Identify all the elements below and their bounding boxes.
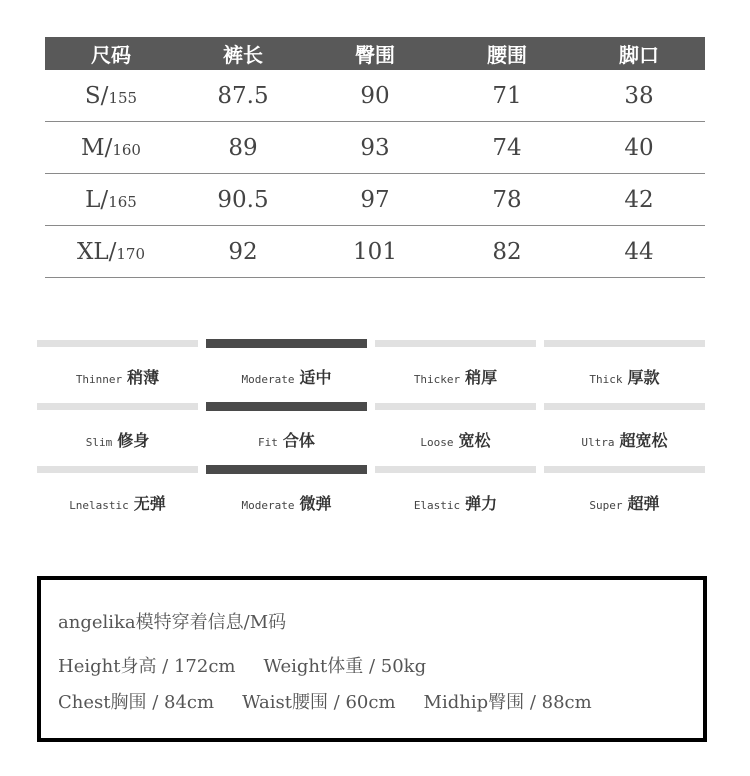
fit-option (544, 340, 705, 403)
fit-option (37, 466, 198, 529)
hem-cell: 38 (624, 82, 654, 109)
fit-label-zh: 厚款 (627, 368, 660, 387)
fit-label-zh: 适中 (299, 368, 332, 387)
header-size: 尺码 (91, 43, 131, 67)
length-cell: 87.5 (217, 82, 269, 109)
fit-option (375, 340, 536, 403)
fit-label-en: Super (589, 499, 623, 512)
hip-cell: 101 (353, 238, 397, 265)
fit-label-zh: 宽松 (458, 431, 491, 450)
model-chest: Chest胸围 / 84cm (58, 692, 215, 713)
length-cell: 89 (228, 134, 258, 161)
size-height: 165 (108, 192, 137, 211)
fit-option (206, 340, 367, 403)
size-cell (45, 83, 177, 109)
size-cell (45, 239, 177, 265)
fit-label-en: Fit (258, 436, 278, 449)
fit-bar (544, 340, 705, 347)
length-cell: 92 (228, 238, 258, 265)
fit-bar (375, 340, 536, 347)
fit-bar (544, 403, 705, 410)
model-info-title: angelika模特穿着信息/M码 (58, 612, 287, 633)
fit-bar-active (206, 465, 367, 474)
waist-cell: 71 (492, 82, 522, 109)
size-cell (45, 135, 177, 161)
model-info-box (37, 576, 707, 742)
header-waist: 腰围 (487, 43, 527, 67)
hip-cell: 97 (360, 186, 390, 213)
fit-label-en: Ultra (581, 436, 615, 449)
table-row (45, 70, 705, 122)
model-height: Height身高 / 172cm (58, 656, 236, 677)
hip-cell: 93 (360, 134, 390, 161)
model-weight: Weight体重 / 50kg (263, 656, 427, 677)
waist-cell: 78 (492, 186, 522, 213)
fit-label-zh: 修身 (117, 431, 150, 450)
fit-indicator-grid (37, 340, 705, 529)
fit-label-en: Moderate (241, 373, 295, 386)
length-cell: 90.5 (217, 186, 269, 213)
size-height: 155 (108, 88, 138, 107)
fit-label-en: Lnelastic (69, 499, 129, 512)
fit-option (206, 466, 367, 529)
fit-label-zh: 无弹 (133, 494, 166, 513)
table-row (45, 122, 705, 174)
fit-row-elasticity (37, 466, 705, 529)
fit-option (375, 466, 536, 529)
fit-bar-active (206, 339, 367, 348)
hem-cell: 44 (624, 238, 654, 265)
fit-label-zh: 稍薄 (127, 368, 160, 387)
fit-bar (37, 340, 198, 347)
model-info-line-measurements (58, 688, 592, 714)
size-label: S/ (84, 82, 109, 109)
hip-cell: 90 (360, 82, 390, 109)
fit-bar (37, 403, 198, 410)
table-row (45, 174, 705, 226)
fit-row-silhouette (37, 403, 705, 466)
fit-option (544, 466, 705, 529)
size-height: 160 (112, 140, 141, 159)
size-cell (45, 187, 177, 213)
fit-bar (375, 466, 536, 473)
fit-label-en: Thinner (75, 373, 123, 386)
waist-cell: 82 (492, 238, 522, 265)
fit-option (37, 403, 198, 466)
fit-option (206, 403, 367, 466)
size-label: L/ (85, 186, 109, 213)
header-length: 裤长 (223, 43, 263, 67)
waist-cell: 74 (492, 134, 522, 161)
fit-label-zh: 超弹 (627, 494, 660, 513)
header-hem: 脚口 (619, 43, 659, 67)
table-row (45, 226, 705, 278)
header-hip: 臀围 (355, 43, 395, 67)
size-label: M/ (81, 134, 113, 161)
fit-bar (375, 403, 536, 410)
fit-row-thickness (37, 340, 705, 403)
model-info-line-height-weight (58, 652, 426, 678)
fit-label-zh: 超宽松 (619, 431, 668, 450)
fit-label-en: Moderate (241, 499, 295, 512)
fit-label-zh: 合体 (282, 431, 315, 450)
fit-label-en: Elastic (413, 499, 461, 512)
fit-option (37, 340, 198, 403)
hem-cell: 42 (624, 186, 654, 213)
fit-label-en: Loose (420, 436, 454, 449)
fit-option (375, 403, 536, 466)
fit-bar (37, 466, 198, 473)
fit-option (544, 403, 705, 466)
model-hip: Midhip臀围 / 88cm (423, 692, 592, 713)
size-label: XL/ (76, 238, 117, 265)
fit-bar (544, 466, 705, 473)
fit-label-en: Slim (85, 436, 113, 449)
fit-label-zh: 稍厚 (465, 368, 498, 387)
size-table-header (45, 37, 705, 70)
fit-label-zh: 微弹 (299, 494, 332, 513)
size-table (45, 37, 705, 278)
hem-cell: 40 (624, 134, 654, 161)
fit-label-en: Thicker (413, 373, 461, 386)
size-height: 170 (116, 244, 146, 263)
fit-bar-active (206, 402, 367, 411)
fit-label-en: Thick (589, 373, 623, 386)
model-waist: Waist腰围 / 60cm (242, 692, 396, 713)
fit-label-zh: 弹力 (465, 494, 498, 513)
